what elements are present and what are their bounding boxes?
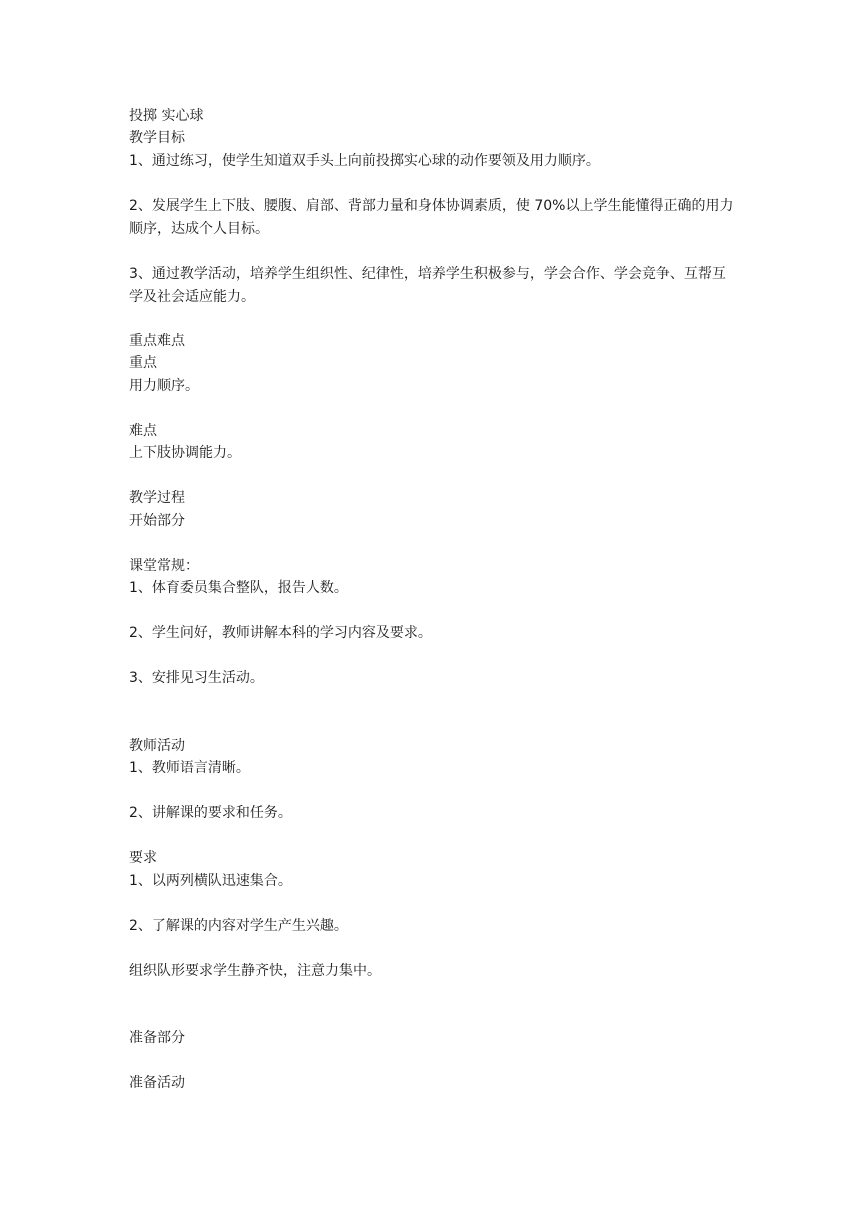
objective-2: 2、发展学生上下肢、腰腹、肩部、背部力量和身体协调素质，使 70%以上学生能懂得正确的用力顺序，达成个人目标。 bbox=[129, 198, 734, 237]
teacher-item-1: 1、教师语言清晰。 bbox=[129, 760, 250, 776]
organization-note: 组织队形要求学生静齐快，注意力集中。 bbox=[129, 963, 381, 979]
document-title: 投掷 实心球 bbox=[129, 108, 204, 124]
prep-activity: 准备活动 bbox=[129, 1075, 185, 1091]
routine-item-3: 3、安排见习生活动。 bbox=[129, 670, 264, 686]
objective-1: 1、通过练习，使学生知道双手头上向前投掷实心球的动作要领及用力顺序。 bbox=[129, 153, 600, 169]
key-points-heading: 重点难点 bbox=[129, 333, 185, 349]
process-heading: 教学过程 bbox=[129, 490, 185, 506]
objective-3: 3、通过教学活动，培养学生组织性、纪律性，培养学生积极参与，学会合作、学会竞争、互帮互学及社会适应能力。 bbox=[129, 266, 726, 305]
requirement-item-1: 1、以两列横队迅速集合。 bbox=[129, 873, 292, 889]
teacher-item-2: 2、讲解课的要求和任务。 bbox=[129, 805, 292, 821]
opening-section: 开始部分 bbox=[129, 513, 185, 529]
routine-item-1: 1、体育委员集合整队，报告人数。 bbox=[129, 580, 348, 596]
requirement-item-2: 2、了解课的内容对学生产生兴趣。 bbox=[129, 918, 348, 934]
objectives-heading: 教学目标 bbox=[129, 130, 185, 146]
prep-section: 准备部分 bbox=[129, 1030, 185, 1046]
key-point-label: 重点 bbox=[129, 355, 157, 371]
difficulty-text: 上下肢协调能力。 bbox=[129, 445, 241, 461]
teacher-heading: 教师活动 bbox=[129, 738, 185, 754]
routine-heading: 课堂常规： bbox=[129, 558, 199, 574]
key-point-text: 用力顺序。 bbox=[129, 378, 199, 394]
requirements-heading: 要求 bbox=[129, 850, 157, 866]
routine-item-2: 2、学生问好，教师讲解本科的学习内容及要求。 bbox=[129, 625, 432, 641]
difficulty-label: 难点 bbox=[129, 423, 157, 439]
